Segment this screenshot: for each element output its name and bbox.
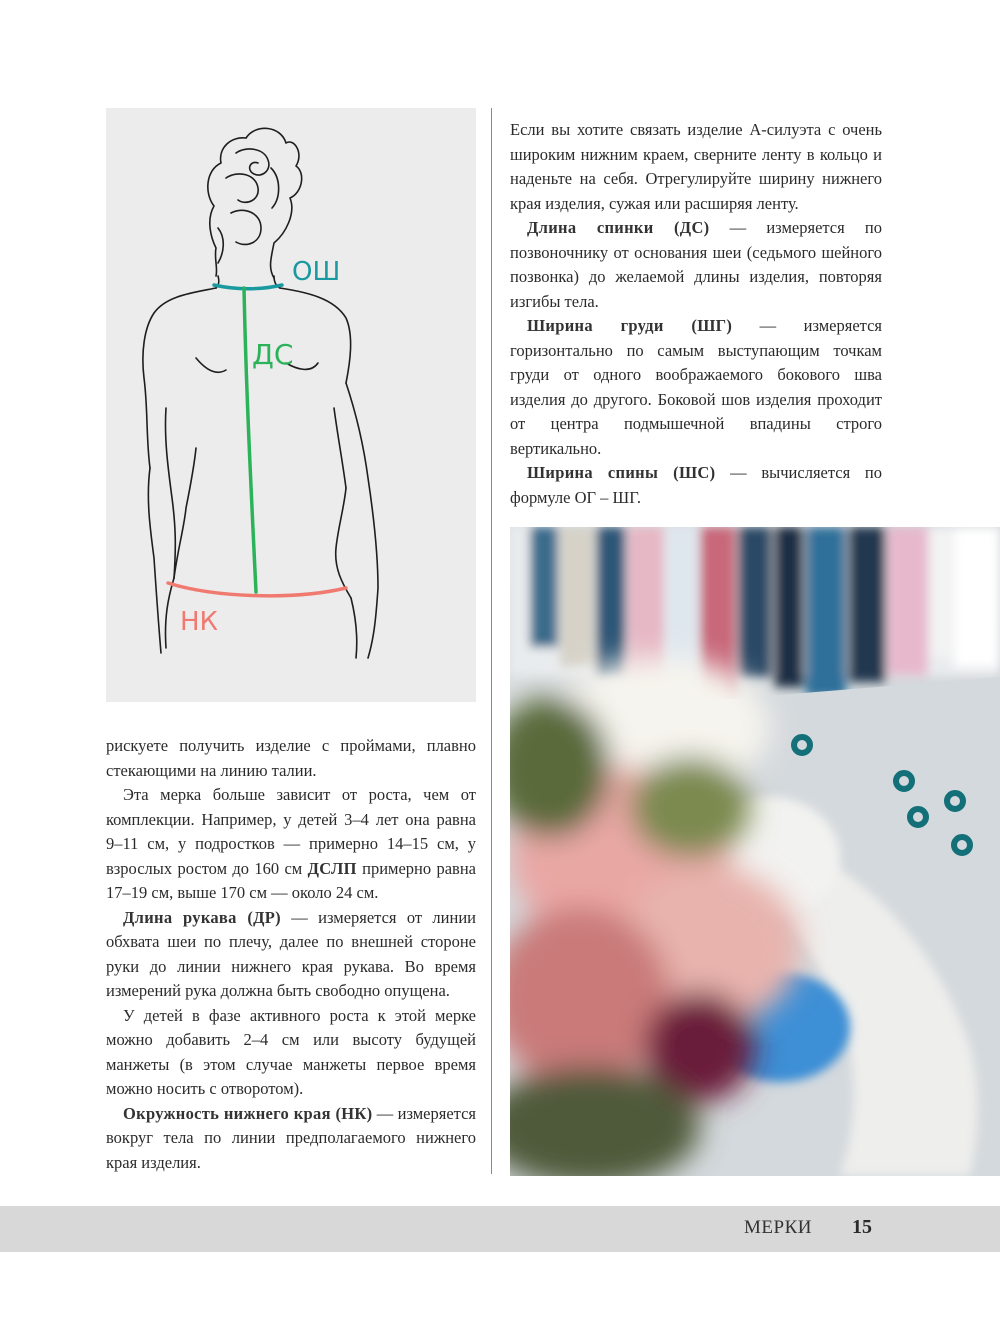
term: Длина рукава (ДР)	[123, 907, 281, 927]
right-column-text	[510, 118, 882, 510]
paragraph-sleeve-length: Длина рукава (ДР) — измеряется от линии обхвата шеи по плечу, далее по внешней стороне руки до линии нижнего края рукава. Во время измерений рука должна быть свободно опущена.	[106, 907, 476, 1000]
footer-section-title: МЕРКИ	[744, 1217, 812, 1238]
label-back-length: ДС	[252, 338, 294, 371]
label-neck: ОШ	[292, 257, 341, 287]
paragraph: Эта мерка больше зависит от роста, чем от комплекции. Например, у детей 3–4 лет она равна 9–11 см, у подростков — примерно 14–15 см, у взрослых ростом до 160 см ДСЛП примерно равна 17–19 см, выше 170 см — около 24 см.	[106, 785, 476, 902]
neck-measure-line	[214, 285, 282, 289]
label-hem: НК	[180, 607, 219, 637]
paragraph-hem-circumference: Окружность нижнего края (НК) — измеряется вокруг тела по линии предполагаемого нижнего края изделия.	[106, 1103, 476, 1172]
figure-outline	[143, 128, 378, 658]
paragraph-back-width: Ширина спины (ШС) — вычисляется по формуле ОГ – ШГ.	[510, 463, 882, 507]
paragraph-back-length: Длина спинки (ДС) — измеряется по позвоночнику от основания шеи (седьмого шейного позвонка) до желаемой длины изделия, повторяя изгибы тела.	[510, 218, 882, 311]
back-length-measure-line	[244, 288, 256, 592]
knitting-photo	[510, 527, 1000, 1176]
paragraph: рискуете получить изделие с проймами, плавно стекающими на линию талии.	[106, 736, 476, 780]
page-number: 15	[852, 1216, 872, 1238]
term: Ширина спины (ШС)	[527, 463, 716, 482]
term: ДСЛП	[307, 858, 357, 878]
photo-illustration	[510, 527, 1000, 1176]
term: Длина спинки (ДС)	[527, 218, 710, 237]
paragraph-chest-width: Ширина груди (ШГ) — измеряется горизонтально по самым выступающим точкам груди от одного воображаемого бокового шва изделия до другого. Боковой шов изделия проходит от центра подмышечной впадины строго вертикально.	[510, 316, 882, 458]
term: Ширина груди (ШГ)	[527, 316, 733, 335]
footer-bar	[0, 1206, 1000, 1252]
back-figure-drawing	[106, 108, 476, 702]
term: Окружность нижнего края (НК)	[123, 1103, 373, 1123]
column-divider	[491, 108, 492, 1174]
left-column-text	[106, 734, 476, 1175]
measurement-illustration	[106, 108, 476, 702]
paragraph: Если вы хотите связать изделие А-силуэта с очень широким нижним краем, сверните ленту в кольцо и наденьте на себя. Отрегулируйте ширину нижнего края изделия, сужая или расширяя ленту.	[510, 120, 882, 213]
paragraph: У детей в фазе активного роста к этой мерке можно добавить 2–4 см или высоту будущей манжеты (в этом случае манжеты первое время можно носить с отворотом).	[106, 1005, 476, 1098]
